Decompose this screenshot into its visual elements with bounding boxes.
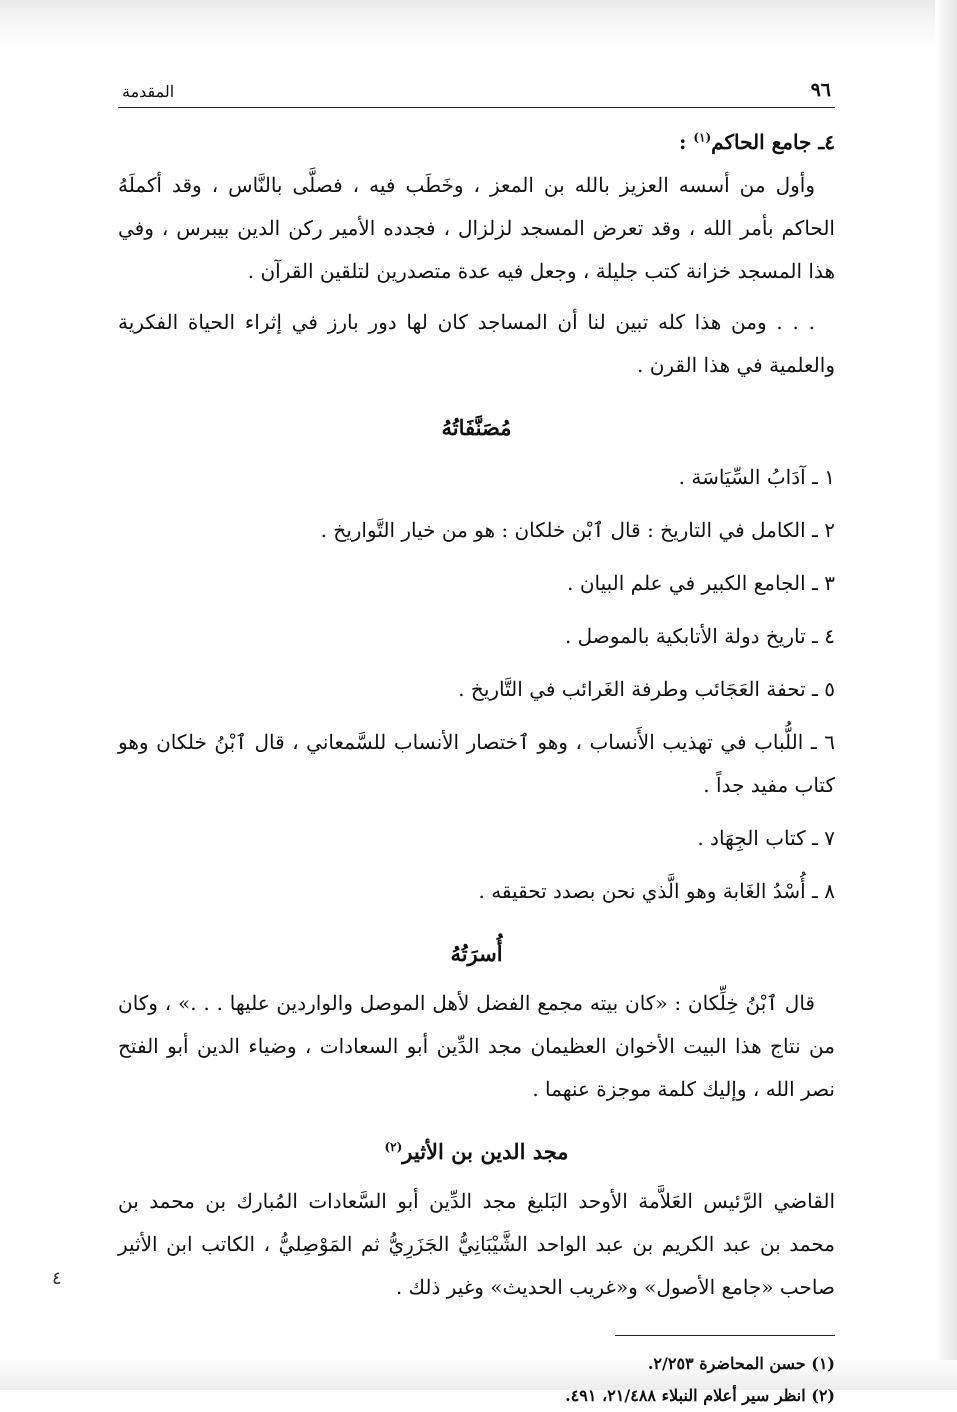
page-number: ٩٦ xyxy=(810,79,831,101)
majd-paragraph: القاضي الرَّئيس العَلاَّمة الأوحد البَليغ مجد الدِّين أبو السَّعادات المُبارك بن محمد بن محمد بن عبد الكريم بن عبد الواحد الشَّيْبَانِيُّ الجَزَرِيُّ ثم المَوْصِليُّ ، الكاتب ابن الأثير صاحب «جامع الأصول» و«غريب الحديث» وغير ذلك . xyxy=(118,1189,835,1299)
family-paragraph: قال ٱبْنُ خِلِّكان : «كان بيته مجمع الفضل لأهل الموصل والواردين عليها . . .» ، وكان من نتاج هذا البيت الأخوان العظيمان مجد الدِّين أبو السعادات ، وضياء الدين أبو الفتح نصر الله ، وإليك كلمة موجزة عنهما . xyxy=(118,991,835,1101)
works-item: ٨ ـ أُسْدُ الغَابة وهو الَّذي نحن بصدد تحقيقه . xyxy=(478,879,835,903)
works-item: ٣ ـ الجامع الكبير في علم البيان . xyxy=(567,571,835,595)
scan-edge-top xyxy=(0,0,957,46)
footnote-divider xyxy=(615,1335,835,1336)
majd-heading xyxy=(118,1139,835,1164)
mosque-heading-colon: : xyxy=(678,130,687,154)
footnote-ref-1[interactable]: (١) xyxy=(693,130,712,145)
footnote-ref-2[interactable]: (٢) xyxy=(384,1140,403,1154)
works-item: ٤ ـ تاريخ دولة الأتابكية بالموصل . xyxy=(564,624,835,648)
works-item: ٦ ـ اللُّباب في تهذيب الأَنساب ، وهو ٱختصار الأنساب للسَّمعاني ، قال ٱبْنُ خلكان وهو كتاب مفيد جداً . xyxy=(118,730,835,797)
running-head xyxy=(118,72,835,108)
scan-edge-right xyxy=(935,0,957,1390)
section-title: المقدمة xyxy=(122,82,175,101)
footnote-2: (٢) انظر سير أعلام النبلاء ٢١/٤٨٨، ٤٩١. xyxy=(565,1386,835,1405)
works-item: ١ ـ آدَابُ السِّيَاسَة . xyxy=(678,465,835,489)
works-item: ٧ ـ كتاب الجِهَاد . xyxy=(697,826,835,850)
works-heading: مُصَنَّفَاتُهُ xyxy=(441,415,512,440)
mosque-paragraph-2: . . . ومن هذا كله تبين لنا أن المساجد كان لها دور بارز في إثراء الحياة الفكرية والعلمية في هذا القرن . xyxy=(118,310,835,377)
majd-heading-text: مجد الدين بن الأثير xyxy=(402,1139,569,1164)
mosque-heading-text: ٤ـ جامع الحاكم xyxy=(711,130,835,154)
book-page xyxy=(118,72,835,1405)
family-heading: أُسرَتُهُ xyxy=(450,941,503,966)
mosque-heading xyxy=(118,130,835,154)
works-item: ٢ ـ الكامل في التاريخ : قال ٱبْن خلكان : هو من خيار التَّواريخ . xyxy=(320,518,835,542)
works-list xyxy=(118,456,835,913)
mosque-paragraph-1: وأول من أسسه العزيز بالله بن المعز ، وخَطَب فيه ، فصلَّى بالنَّاس ، وقد أكملَهُ الحاكم بأمر الله ، وقد تعرض المسجد لزلزال ، فجدده الأمير ركن الدين بيبرس ، وفي هذا المسجد خزانة كتب جليلة ، وجعل فيه عدة متصدرين لتلقين القرآن . xyxy=(118,173,835,283)
margin-mark: ٤ xyxy=(52,1268,62,1289)
footnote-1: (١) حسن المحاضرة ٢/٢٥٣. xyxy=(647,1354,835,1373)
works-item: ٥ ـ تحفة العَجَائب وطرفة الغَرائب في التَّاريخ . xyxy=(458,677,835,701)
